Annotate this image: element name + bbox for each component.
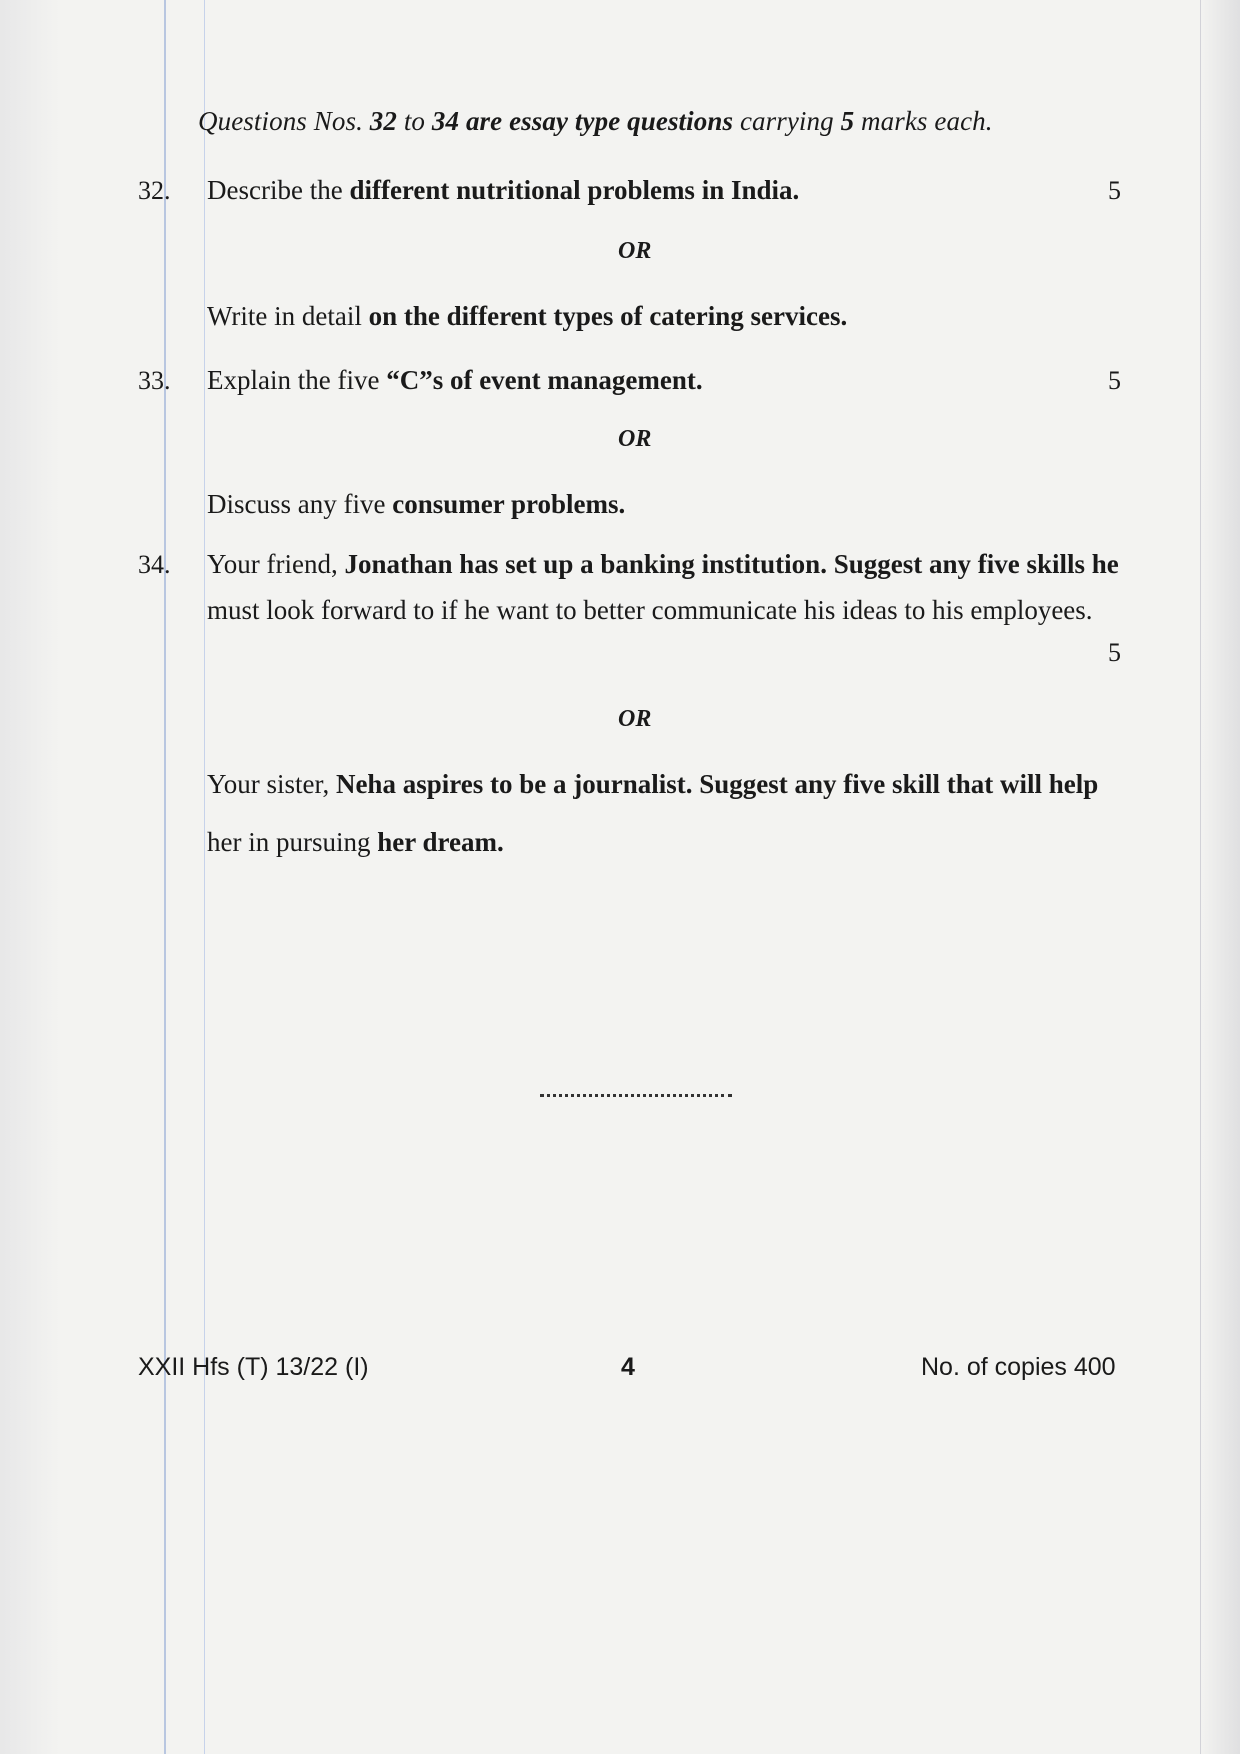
- copies-count: No. of copies 400: [921, 1353, 1116, 1381]
- question-number: 32.: [138, 176, 171, 205]
- alternative-question-text: Your sister, Neha aspires to be a journalist. Suggest any five skill that will help her in pursuing her dream.: [207, 769, 1099, 857]
- page-number: 4: [621, 1353, 635, 1381]
- question-text: Your friend, Jonathan has set up a banking institution. Suggest any five skills he must look forward to if he want to better communicate his ideas to his employees.: [207, 549, 1119, 625]
- question-number: 33.: [138, 366, 171, 395]
- question-text: Explain the five “C”s of event management.: [207, 365, 703, 395]
- or-separator: OR: [618, 706, 652, 732]
- alternative-question-text: Write in detail on the different types of catering services.: [207, 301, 848, 331]
- or-separator: OR: [618, 426, 652, 452]
- section-instruction: Questions Nos. 32 to 34 are essay type questions carrying 5 marks each.: [198, 106, 993, 136]
- margin-line: [1200, 0, 1201, 1754]
- end-of-paper-dotted-line: [540, 1088, 732, 1097]
- or-separator: OR: [618, 238, 652, 264]
- question-marks: 5: [1108, 176, 1121, 205]
- alternative-question-text: Discuss any five consumer problems.: [207, 489, 626, 519]
- question-marks: 5: [1108, 366, 1121, 395]
- margin-line: [164, 0, 166, 1754]
- question-number: 34.: [138, 550, 171, 579]
- margin-line: [204, 0, 205, 1754]
- paper-code: XXII Hfs (T) 13/22 (I): [138, 1353, 369, 1381]
- question-text: Describe the different nutritional problems in India.: [207, 175, 800, 205]
- question-marks: 5: [1108, 638, 1121, 667]
